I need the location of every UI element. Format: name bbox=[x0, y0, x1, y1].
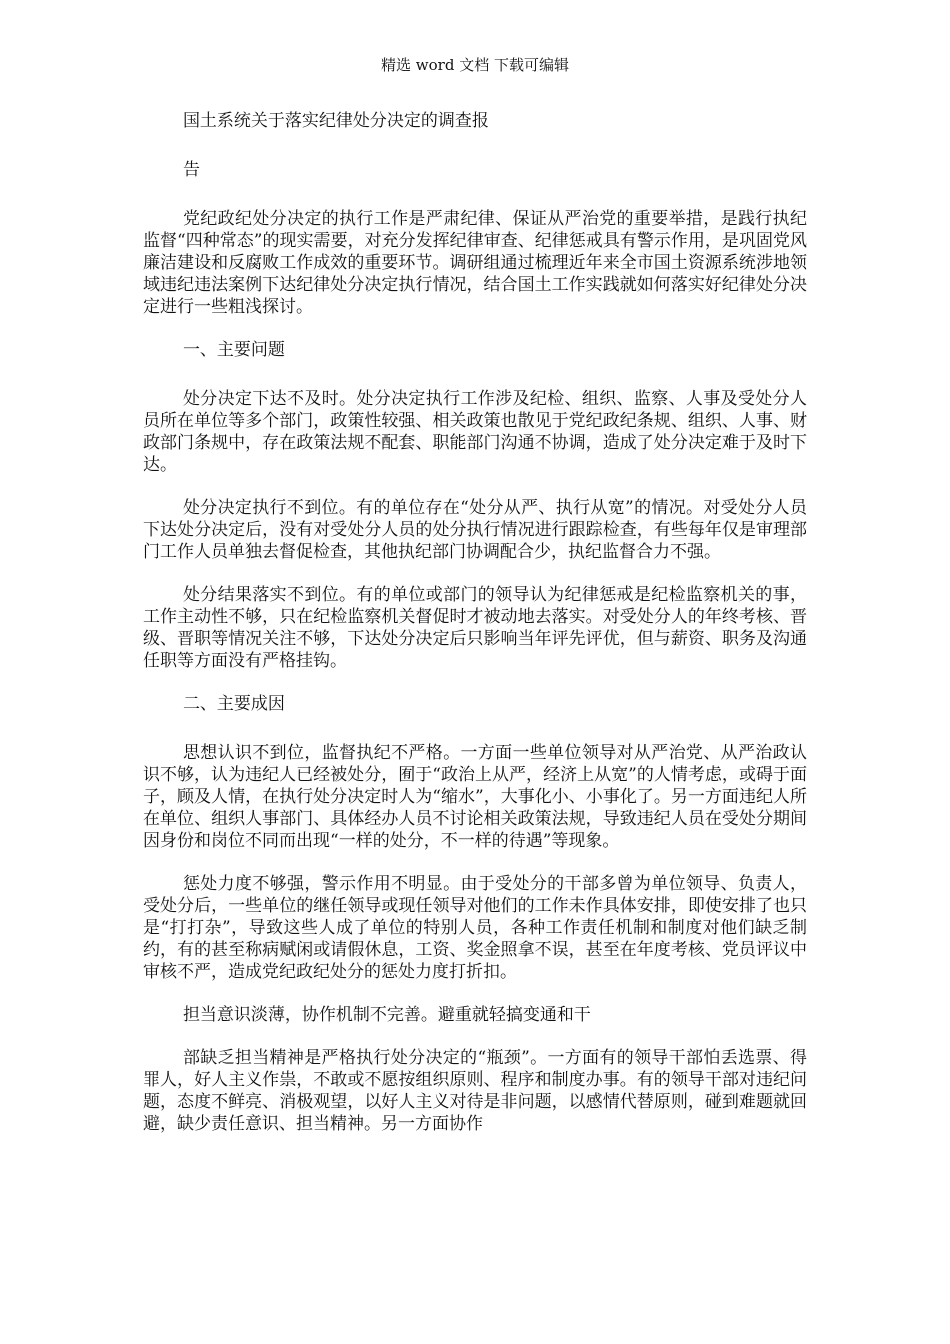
body-paragraph: 担当意识淡薄，协作机制不完善。避重就轻搞变通和干 bbox=[182, 1005, 591, 1025]
body-paragraph: 思想认识不到位，监督执纪不严格。一方面一些单位领导对从严治党、从严治政认识不够，认为违纪人已经被处分，囿于“政治上从严，经济上从宽”的人情考虑，或碍于面子，顾及人情，在执行处分决定时人为“缩水”，大事化小、小事化了。另一方面违纪人所在单位、组织人事部门、具体经办人员不讨论相关政策法规，导致违纪人员在受处分期间因身份和岗位不同而出现“一样的处分，不一样的待遇”等现象。 bbox=[143, 743, 807, 851]
body-paragraph: 惩处力度不够强，警示作用不明显。由于受处分的干部多曾为单位领导、负责人，受处分后，一些单位的继任领导或现任领导对他们的工作未作具体安排，即使安排了也只是“打打杂”，导致这些人成了单位的特别人员，各种工作责任机制和制度对他们缺乏制约，有的甚至称病赋闲或请假休息，工资、奖金照拿不误，甚至在年度考核、党员评议中审核不严，造成党纪政纪处分的惩处力度打折扣。 bbox=[143, 874, 807, 982]
section-heading-causes: 二、主要成因 bbox=[182, 694, 285, 714]
document-title-line-1: 国土系统关于落实纪律处分决定的调查报 bbox=[182, 111, 489, 131]
page-header: 精选 word 文档 下载可编辑 bbox=[381, 56, 569, 74]
body-paragraph: 处分结果落实不到位。有的单位或部门的领导认为纪律惩戒是纪检监察机关的事，工作主动性不够，只在纪检监察机关督促时才被动地去落实。对受处分人的年终考核、晋级、晋职等情况关注不够，下达处分决定后只影响当年评先评优，但与薪资、职务及沟通任职等方面没有严格挂钩。 bbox=[143, 585, 807, 671]
intro-paragraph: 党纪政纪处分决定的执行工作是严肃纪律、保证从严治党的重要举措，是践行执纪监督“四种常态”的现实需要，对充分发挥纪律审查、纪律惩戒具有警示作用，是巩固党风廉洁建设和反腐败工作成效的重要环节。调研组通过梳理近年来全市国土资源系统涉地领域违纪违法案例下达纪律处分决定执行情况，结合国土工作实践就如何落实好纪律处分决定进行一些粗浅探讨。 bbox=[143, 209, 807, 317]
body-paragraph: 处分决定执行不到位。有的单位存在“处分从严、执行从宽”的情况。对受处分人员下达处分决定后，没有对受处分人员的处分执行情况进行跟踪检查，有些每年仅是审理部门工作人员单独去督促检查，其他执纪部门协调配合少，执纪监督合力不强。 bbox=[143, 498, 807, 562]
body-paragraph: 部缺乏担当精神是严格执行处分决定的“瓶颈”。一方面有的领导干部怕丢选票、得罪人，好人主义作祟，不敢或不愿按组织原则、程序和制度办事。有的领导干部对违纪问题，态度不鲜亮、消极观望，以好人主义对待是非问题，以感情代替原则，碰到难题就回避，缺少责任意识、担当精神。另一方面协作 bbox=[143, 1048, 807, 1134]
document-title-line-2: 告 bbox=[182, 160, 200, 180]
document-body bbox=[143, 110, 807, 1156]
section-heading-problems: 一、主要问题 bbox=[182, 340, 285, 360]
body-paragraph: 处分决定下达不及时。处分决定执行工作涉及纪检、组织、监察、人事及受处分人员所在单位等多个部门，政策性较强、相关政策也散见于党纪政纪条规、组织、人事、财政部门条规中，存在政策法规不配套、职能部门沟通不协调，造成了处分决定难于及时下达。 bbox=[143, 389, 807, 475]
